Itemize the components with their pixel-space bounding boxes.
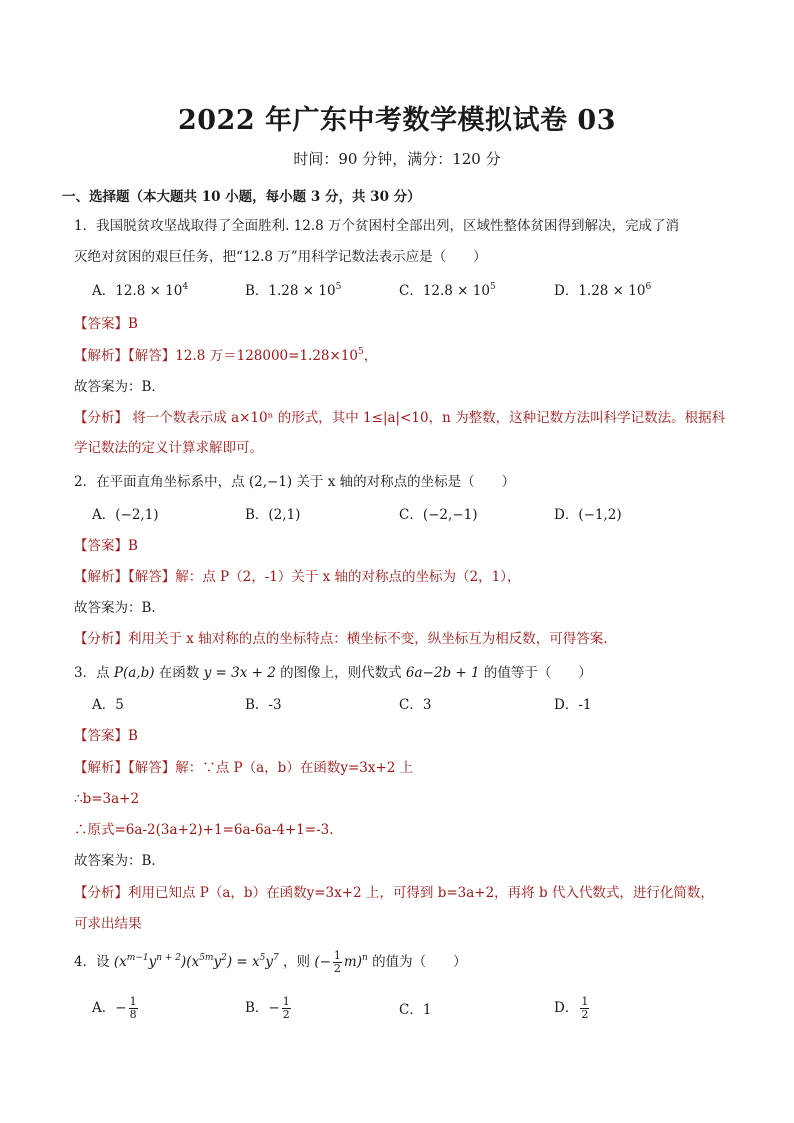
q3-step1: ∴b=3a+2 [74,791,140,807]
q3-option-b: B．-3 [245,697,282,713]
q1-stem-line2: 灭绝对贫困的艰巨任务，把“12.8 万”用科学记数法表示应是（ ） [74,249,487,265]
q2-option-d: D．(−1,2) [554,507,622,523]
q3-stem: 3．点 P(a,b) 在函数 y = 3x + 2 的图像上，则代数式 6a−2b + 1 的值等于（ ） [74,665,592,681]
q1-option-d: D．$1.28 \times 10^6$ [554,282,652,299]
q3-answer: 【答案】B [74,728,138,744]
q1-option-a: A．$12.8 \times 10^4$ [92,282,189,299]
q2-option-b: B．(2,1) [245,507,301,523]
page-title: 2022 年广东中考数学模拟试卷 03 [177,105,617,136]
q2-stem: 2．在平面直角坐标系中，点 (2,−1) 关于 x 轴的对称点的坐标是（ ） [74,474,516,490]
section-heading: 一、选择题（本大题共 10 小题，每小题 3 分，共 30 分） [62,189,421,205]
q3-step2: ∴原式=6a-2(3a+2)+1=6a-6a-4+1=-3. [74,822,334,838]
q1-conclusion: 故答案为：B． [74,379,165,395]
q3-note-line2: 可求出结果 [74,916,142,932]
q4-option-d: D． $\frac{1}{2}$ [554,995,589,1021]
q2-option-a: A．(−2,1) [92,507,159,523]
q3-note-line1: 【分析】利用已知点 P（a，b）在函数y=3x+2 上，可得到 b=3a+2，再将 b 代入代数式，进行化简数， [74,885,714,901]
q1-note-line1: 【分析】 将一个数表示成 a×10ⁿ 的形式，其中 1≤|a|<10，n 为整数，这种记数方法叫科学记数法。根据科 [74,410,726,426]
q1-stem-line1: 1．我国脱贫攻坚战取得了全面胜利. 12.8 万个贫困村全部出列，区域性整体贫困得到解决，完成了消 [74,218,680,234]
q2-analysis: 【解析】【解答】解：点 P（2，-1）关于 x 轴的对称点的坐标为（2，1）， [74,569,521,585]
q2-conclusion: 故答案为：B. [74,600,156,616]
q4-stem: 4．设 $(x^{m-1}y^{n + 2})(x^{5m}y^2) = x^5y^7$ ，则 (− $\frac{1}{2}$ m)$^n$ 的值为（ ） [74,949,467,975]
q1-analysis: 【解析】【解答】12.8 万$=128000=1.28\times 10^5$， [74,347,378,364]
exam-time-info: 时间：90 分钟，满分：120 分 [293,150,501,168]
q4-option-b: B．− $\frac{1}{2}$ [245,995,290,1021]
q2-answer: 【答案】B [74,538,138,554]
q1-option-c: C．$12.8 \times 10^5$ [399,282,496,299]
q1-option-b: B．$1.28 \times 10^5$ [245,282,342,299]
q1-answer: 【答案】B [74,316,138,332]
q3-option-d: D．-1 [554,697,592,713]
q4-option-a: A．− $\frac{1}{8}$ [92,995,137,1021]
q2-note: 【分析】利用关于 x 轴对称的点的坐标特点：横坐标不变，纵坐标互为相反数，可得答案. [74,631,608,647]
q2-option-c: C．(−2,−1) [399,507,478,523]
q3-analysis: 【解析】【解答】解：∵点 P（a，b）在函数y=3x+2 上 [74,760,414,776]
q3-option-c: C．3 [399,697,432,713]
q1-note-line2: 学记数法的定义计算求解即可。 [74,440,263,456]
q4-option-c: C．1 [399,1002,432,1018]
q3-conclusion: 故答案为：B. [74,853,156,869]
q3-option-a: A．5 [92,697,124,713]
